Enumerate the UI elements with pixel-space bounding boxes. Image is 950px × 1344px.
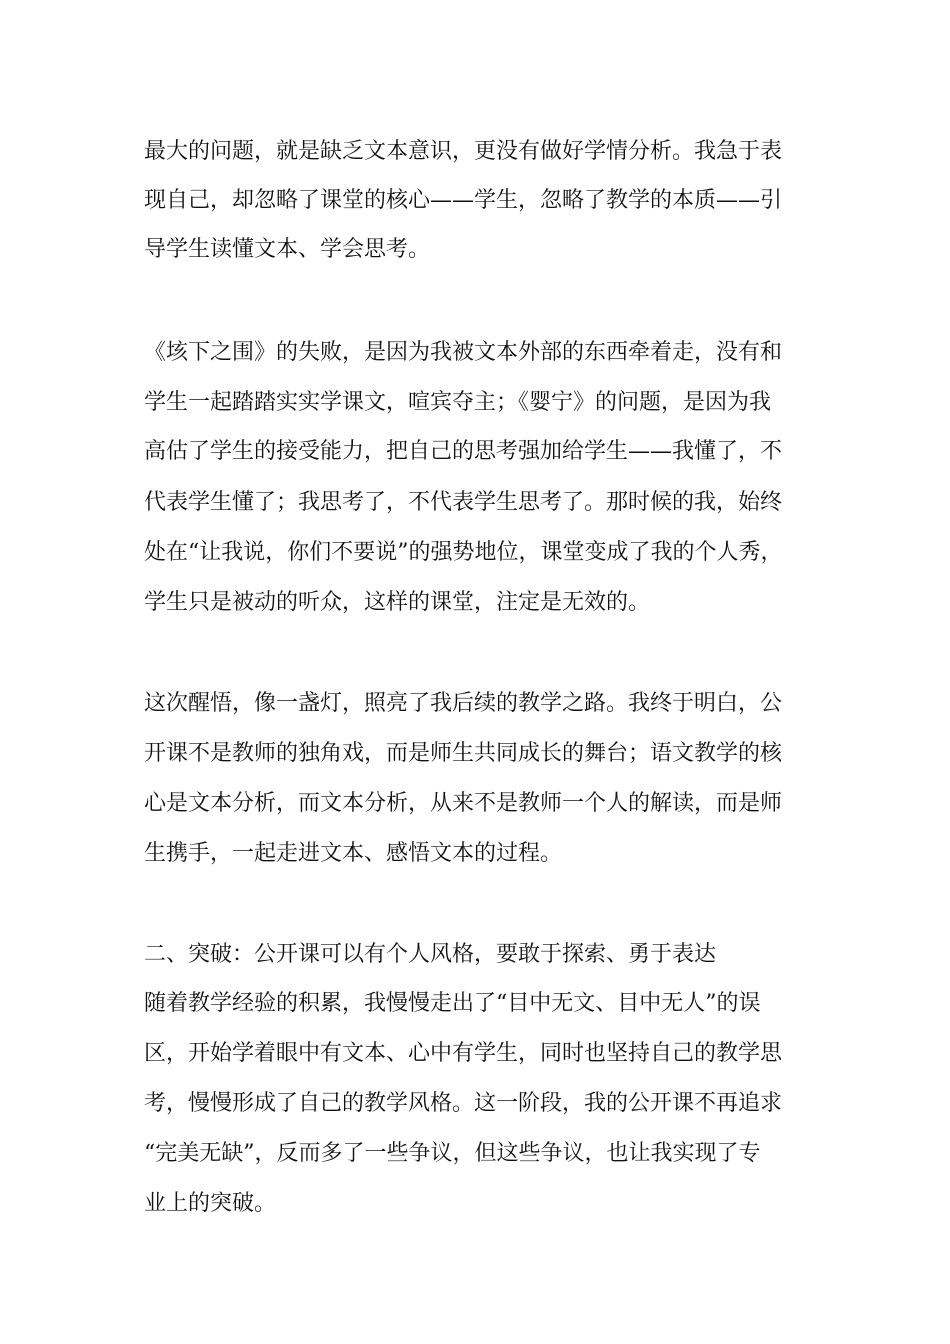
paragraph-4-line-5: “完美无缺”，反而多了一些争议，但这些争议，也让我实现了专 (144, 1141, 761, 1166)
document-page (144, 0, 824, 1344)
paragraph-4-line-6: 业上的突破。 (144, 1191, 277, 1216)
paragraph-2-line-2: 学生一起踏踏实实学课文，喧宾夺主；《婴宁》的问题，是因为我 (144, 390, 772, 415)
paragraph-2-line-6: 学生只是被动的听众，这样的课堂，注定是无效的。 (144, 590, 651, 615)
paragraph-3-line-3: 心是文本分析，而文本分析，从来不是教师一个人的解读，而是师 (144, 791, 783, 816)
paragraph-4-line-4: 考，慢慢形成了自己的教学风格。这一阶段，我的公开课不再追求 (144, 1091, 783, 1116)
paragraph-4-line-3: 区，开始学着眼中有文本、心中有学生，同时也坚持自己的教学思 (144, 1041, 783, 1066)
paragraph-2-line-3: 高估了学生的接受能力，把自己的思考强加给学生——我懂了，不 (144, 439, 783, 464)
paragraph-2-line-1: 《垓下之围》的失败，是因为我被文本外部的东西牵着走，没有和 (144, 340, 783, 365)
paragraph-2-line-5: 处在“让我说，你们不要说”的强势地位，课堂变成了我的个人秀， (144, 540, 783, 565)
paragraph-1-line-2: 现自己，却忽略了课堂的核心——学生，忽略了教学的本质——引 (144, 188, 783, 213)
paragraph-2-line-4: 代表学生懂了；我思考了，不代表学生思考了。那时候的我，始终 (144, 490, 783, 515)
paragraph-3-line-4: 生携手，一起走进文本、感悟文本的过程。 (144, 841, 563, 866)
paragraph-3-line-2: 开课不是教师的独角戏，而是师生共同成长的舞台；语文教学的核 (144, 741, 783, 766)
paragraph-3-line-1: 这次醒悟，像一盏灯，照亮了我后续的教学之路。我终于明白，公 (144, 691, 783, 716)
paragraph-4-line-2: 随着教学经验的积累，我慢慢走出了“目中无文、目中无人”的误 (144, 991, 761, 1016)
section-heading: 二、突破：公开课可以有个人风格，要敢于探索、勇于表达 (144, 942, 717, 967)
paragraph-1-line-3: 导学生读懂文本、学会思考。 (144, 237, 431, 262)
paragraph-1-line-1: 最大的问题，就是缺乏文本意识，更没有做好学情分析。我急于表 (144, 139, 783, 164)
